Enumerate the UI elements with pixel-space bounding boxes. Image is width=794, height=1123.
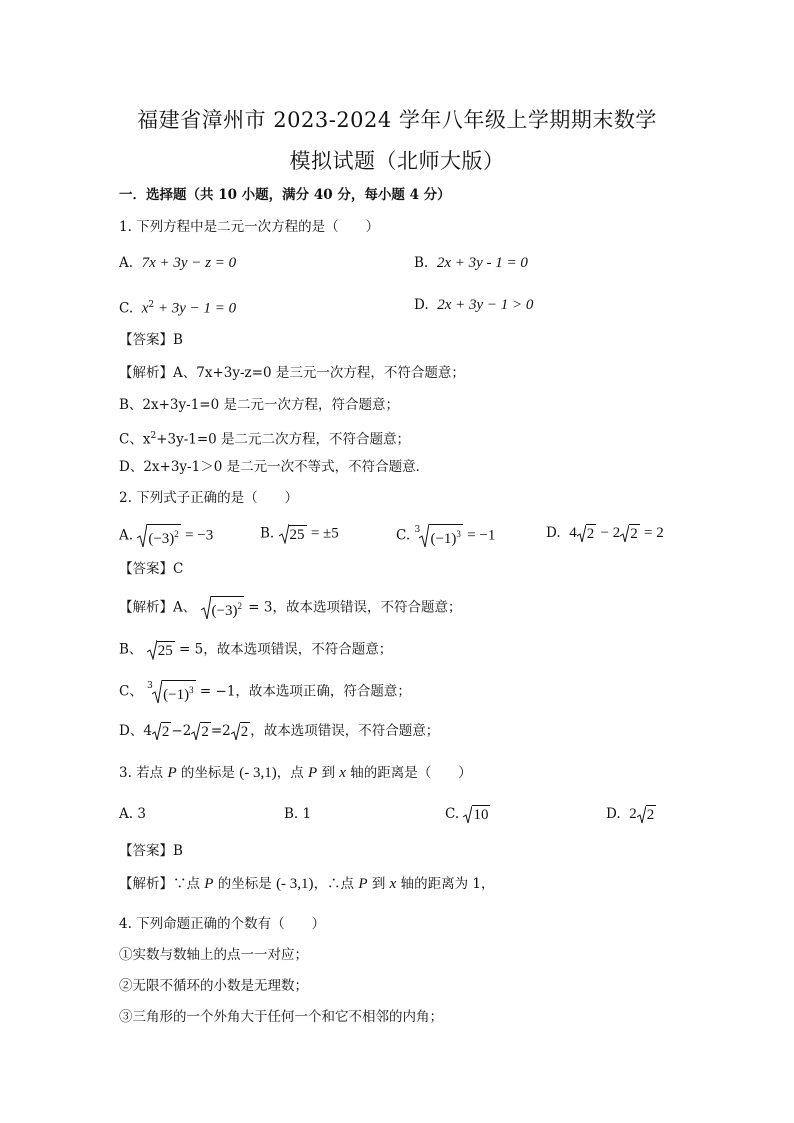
q1-analysis-c bbox=[119, 427, 410, 449]
radicand: (−1) bbox=[430, 531, 457, 547]
point-symbol: P bbox=[204, 876, 214, 892]
sqrt-sign bbox=[620, 524, 640, 543]
q4-stem: 4. 下列命题正确的个数有（ ） bbox=[119, 916, 326, 932]
analysis-text: +3y-1=0 是二元二次方程，不符合题意； bbox=[156, 431, 411, 448]
q1-option-d bbox=[414, 296, 533, 314]
option-label: C. bbox=[445, 806, 460, 822]
q2-option-a bbox=[119, 524, 213, 548]
option-expression: 7x + 3y − z = 0 bbox=[141, 255, 237, 271]
q2-analysis-c bbox=[119, 680, 411, 704]
option-rhs: = 2 bbox=[644, 525, 664, 541]
exponent: 2 bbox=[148, 300, 155, 310]
stem-text: 轴的距离是（ ） bbox=[345, 765, 472, 781]
stem-text: 3. 若点 bbox=[119, 765, 168, 781]
radicand: 2 bbox=[201, 724, 209, 740]
radicand: 25 bbox=[289, 527, 305, 543]
document-title-line-1: 福建省漳州市 2023-2024 学年八年级上学期期末数学 bbox=[137, 108, 657, 132]
option-label: D. bbox=[414, 297, 429, 313]
sqrt-sign bbox=[577, 524, 597, 543]
option-label: D. bbox=[606, 806, 621, 822]
radicand: 10 bbox=[473, 807, 489, 823]
analysis-text: =2 bbox=[210, 723, 231, 739]
q1-answer: 【答案】B bbox=[119, 332, 183, 348]
analysis-text: B、 bbox=[119, 641, 143, 658]
radicand: 2 bbox=[240, 724, 249, 740]
option-expression-base: x bbox=[141, 300, 149, 317]
option-label: A. bbox=[119, 255, 134, 271]
exponent: 2 bbox=[174, 529, 179, 539]
option-label: B. bbox=[414, 255, 429, 271]
point-symbol: P bbox=[308, 765, 318, 781]
analysis-text: = 3，故本选项错误，不符合题意； bbox=[248, 599, 462, 616]
exponent: 3 bbox=[456, 529, 461, 539]
q3-option-b: B. 1 bbox=[284, 806, 312, 822]
analysis-text: 【解析】A、 bbox=[119, 599, 197, 616]
point-symbol: P bbox=[167, 765, 177, 781]
coordinate: (- 3,1) bbox=[239, 765, 277, 781]
exponent: 3 bbox=[189, 685, 194, 695]
q3-answer: 【答案】B bbox=[119, 843, 183, 859]
analysis-text: = −1，故本选项正确，符合题意； bbox=[199, 683, 411, 700]
root-index: 3 bbox=[414, 524, 421, 535]
coefficient: − 2 bbox=[600, 525, 621, 541]
q1-option-b bbox=[414, 254, 528, 272]
q2-analysis-a bbox=[119, 596, 462, 620]
root-index: 3 bbox=[147, 680, 153, 691]
option-label: B. bbox=[260, 525, 275, 542]
sqrt-sign bbox=[191, 722, 211, 741]
q3-analysis bbox=[119, 875, 494, 893]
sqrt-sign bbox=[137, 524, 180, 548]
stem-text: 的坐标是 bbox=[176, 765, 240, 781]
cube-root-sign bbox=[419, 524, 462, 548]
document-title-line-2: 模拟试题（北师大版） bbox=[289, 149, 505, 173]
q3-option-c bbox=[445, 805, 490, 824]
q3-option-d bbox=[606, 805, 656, 824]
axis-symbol: x bbox=[389, 876, 397, 892]
q2-analysis-b bbox=[119, 640, 392, 660]
sqrt-sign bbox=[463, 805, 490, 824]
cube-root-sign bbox=[152, 680, 195, 704]
stem-text: ，点 bbox=[276, 765, 309, 781]
analysis-text: 到 bbox=[367, 876, 390, 892]
q2-stem: 2. 下列式子正确的是（ ） bbox=[119, 490, 299, 506]
radicand: (−3) bbox=[148, 531, 175, 547]
analysis-text: C、 bbox=[119, 683, 143, 700]
q1-analysis-d: D、2x+3y-1＞0 是二元一次不等式，不符合题意． bbox=[119, 459, 430, 475]
q2-analysis-d bbox=[119, 722, 439, 741]
radicand: (−1) bbox=[163, 687, 190, 703]
radicand: 2 bbox=[630, 526, 638, 542]
coefficient: 4 bbox=[569, 525, 577, 541]
analysis-text: C、x bbox=[119, 431, 151, 448]
axis-symbol: x bbox=[339, 765, 346, 781]
q1-analysis-a: 【解析】A、7x+3y-z=0 是三元一次方程，不符合题意； bbox=[119, 365, 465, 381]
analysis-text: −2 bbox=[171, 723, 192, 739]
q3-option-a: A. 3 bbox=[119, 806, 146, 822]
option-label: A. bbox=[119, 527, 134, 544]
option-rhs: = −1 bbox=[467, 527, 496, 544]
q2-answer: 【答案】C bbox=[119, 561, 184, 577]
radicand: (−3) bbox=[211, 603, 238, 619]
sqrt-sign bbox=[201, 596, 244, 620]
q1-option-a bbox=[119, 254, 236, 272]
analysis-text: 的坐标是 bbox=[213, 876, 277, 892]
option-label: D. bbox=[546, 525, 561, 541]
q4-item-2: ②无限不循环的小数是无理数； bbox=[119, 978, 308, 994]
coefficient: 2 bbox=[629, 806, 637, 822]
radicand: 2 bbox=[646, 807, 655, 823]
sqrt-sign bbox=[231, 722, 251, 741]
q2-option-b bbox=[260, 524, 339, 544]
sqrt-sign bbox=[279, 524, 307, 544]
option-expression: 2x + 3y - 1 = 0 bbox=[436, 255, 528, 271]
radicand: 25 bbox=[157, 643, 173, 659]
analysis-text: = 5，故本选项错误，不符合题意； bbox=[179, 641, 393, 658]
exponent: 2 bbox=[150, 431, 157, 441]
q1-stem: 1. 下列方程中是二元一次方程的是（ ） bbox=[119, 219, 380, 235]
option-label: C. bbox=[119, 300, 134, 317]
coordinate: (- 3,1) bbox=[276, 876, 314, 892]
q2-option-d bbox=[546, 524, 664, 543]
q4-item-3: ③三角形的一个外角大于任何一个和它不相邻的内角； bbox=[119, 1009, 443, 1025]
q1-option-c bbox=[119, 296, 236, 318]
radicand: 2 bbox=[161, 724, 170, 740]
option-expression: 2x + 3y − 1 > 0 bbox=[437, 297, 534, 313]
analysis-text: D、4 bbox=[119, 723, 152, 739]
q3-stem bbox=[119, 764, 472, 782]
point-symbol: P bbox=[358, 876, 368, 892]
section-heading-choice: 一．选择题（共 10 小题，满分 40 分，每小题 4 分） bbox=[119, 187, 451, 203]
analysis-text: 轴的距离为 1， bbox=[396, 876, 495, 892]
exponent: 2 bbox=[237, 601, 242, 611]
sqrt-sign bbox=[152, 722, 172, 741]
sqrt-sign bbox=[637, 805, 657, 824]
option-expression-rest: + 3y − 1 = 0 bbox=[154, 300, 237, 317]
option-rhs: = ±5 bbox=[310, 525, 339, 542]
stem-text: 到 bbox=[317, 765, 340, 781]
option-label: C. bbox=[396, 527, 411, 544]
analysis-text: 【解析】∵点 bbox=[119, 876, 205, 892]
analysis-text: ，故本选项错误，不符合题意； bbox=[250, 723, 440, 739]
sqrt-sign bbox=[147, 640, 175, 660]
option-rhs: = −3 bbox=[185, 527, 214, 544]
q2-option-c bbox=[396, 524, 495, 548]
q4-item-1: ①实数与数轴上的点一一对应； bbox=[119, 947, 308, 963]
analysis-text: ，∴点 bbox=[313, 876, 359, 892]
q1-analysis-b: B、2x+3y-1=0 是二元一次方程，符合题意； bbox=[119, 397, 399, 413]
radicand: 2 bbox=[586, 526, 595, 542]
